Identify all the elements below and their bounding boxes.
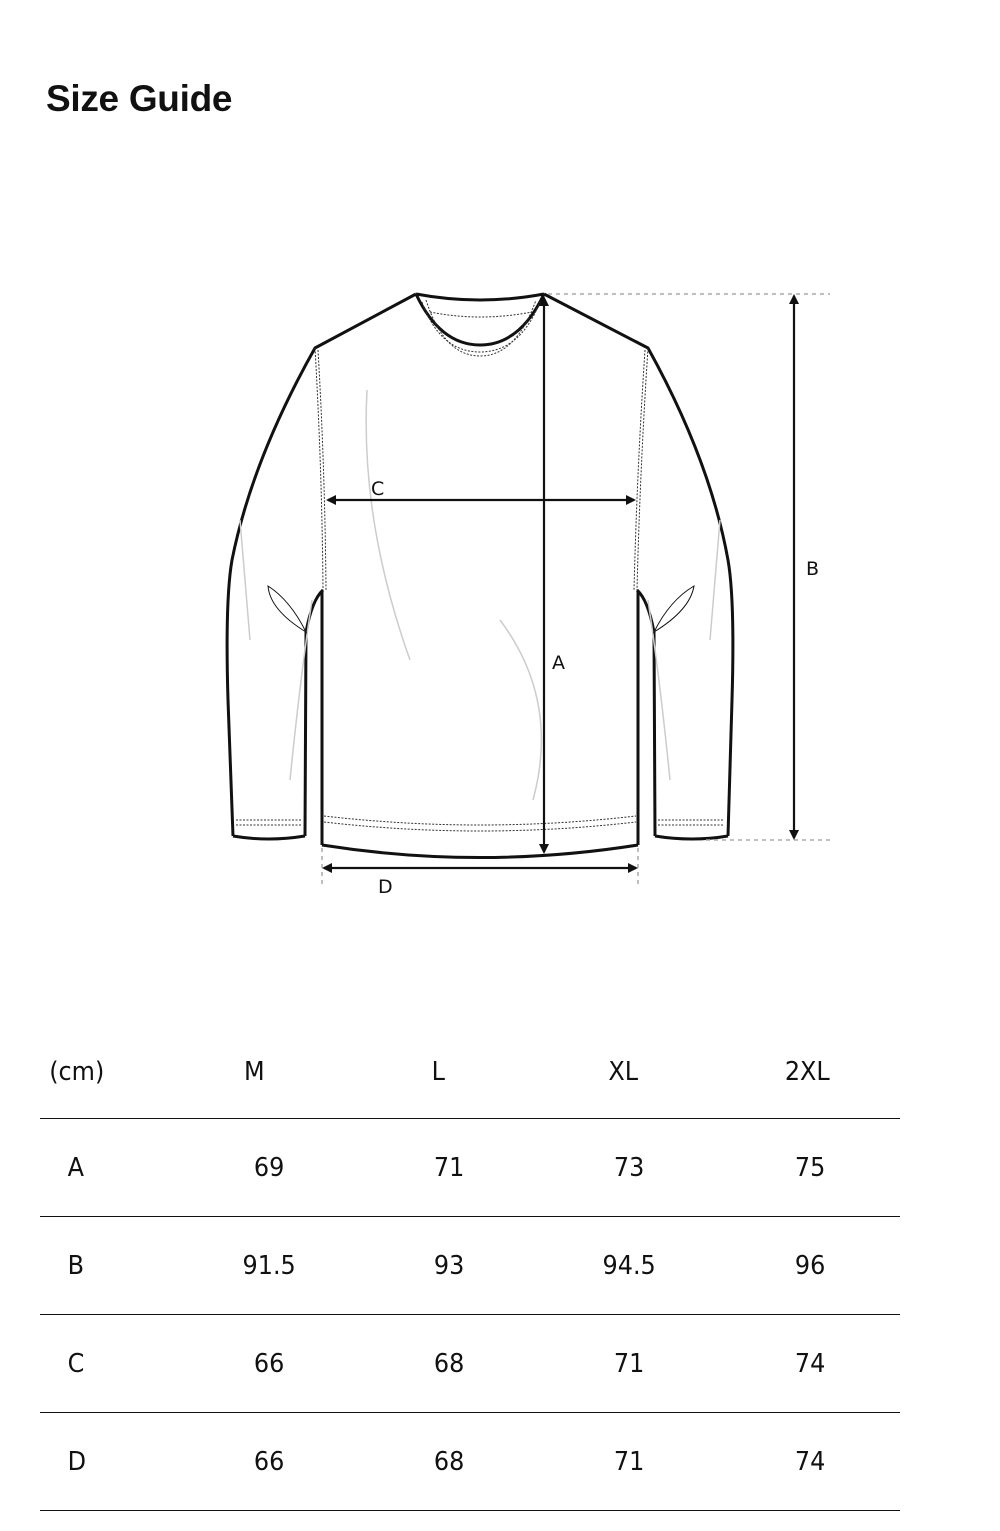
- table-cell: 75: [794, 1152, 826, 1183]
- table-cell: 68: [434, 1446, 465, 1477]
- label-b: B: [806, 558, 820, 580]
- table-header-row: [40, 1025, 900, 1119]
- label-c: C: [371, 478, 385, 500]
- unit-label: (cm): [49, 1056, 105, 1087]
- table-cell: 69: [253, 1152, 285, 1183]
- label-d: D: [378, 876, 393, 898]
- table-cell: 71: [434, 1152, 465, 1183]
- size-header-m: M: [243, 1056, 265, 1087]
- stitching: [236, 300, 724, 831]
- measure-label: B: [67, 1250, 85, 1281]
- sweatshirt-outline: [227, 294, 733, 858]
- table-cell: 68: [434, 1348, 465, 1379]
- table-cell: 96: [794, 1250, 826, 1281]
- measurement-arrows: [324, 296, 794, 868]
- table-cell: 66: [253, 1348, 285, 1379]
- table-cell: 66: [253, 1446, 285, 1477]
- measure-label: D: [67, 1446, 87, 1477]
- table-cell: 74: [794, 1446, 826, 1477]
- measure-label: C: [67, 1348, 85, 1379]
- size-header-2xl: 2XL: [785, 1056, 831, 1087]
- fold-shading: [240, 390, 720, 800]
- measure-label: A: [67, 1152, 84, 1183]
- table-cell: 71: [614, 1446, 645, 1477]
- table-row: [40, 1413, 900, 1511]
- table-cell: 94.5: [602, 1250, 657, 1281]
- table-row: [40, 1217, 900, 1315]
- sleeve-folds: [268, 586, 694, 632]
- table-row: [40, 1119, 900, 1217]
- table-cell: 91.5: [242, 1250, 296, 1281]
- guide-lines: [322, 294, 830, 884]
- label-a: A: [552, 652, 565, 674]
- table-cell: 93: [434, 1250, 465, 1281]
- size-header-l: L: [431, 1056, 446, 1087]
- page-title: Size Guide: [46, 78, 233, 119]
- table-cell: 71: [614, 1348, 645, 1379]
- size-table: [40, 1025, 900, 1511]
- table-row: [40, 1315, 900, 1413]
- size-header-xl: XL: [608, 1056, 638, 1087]
- table-cell: 74: [794, 1348, 826, 1379]
- table-cell: 73: [614, 1152, 645, 1183]
